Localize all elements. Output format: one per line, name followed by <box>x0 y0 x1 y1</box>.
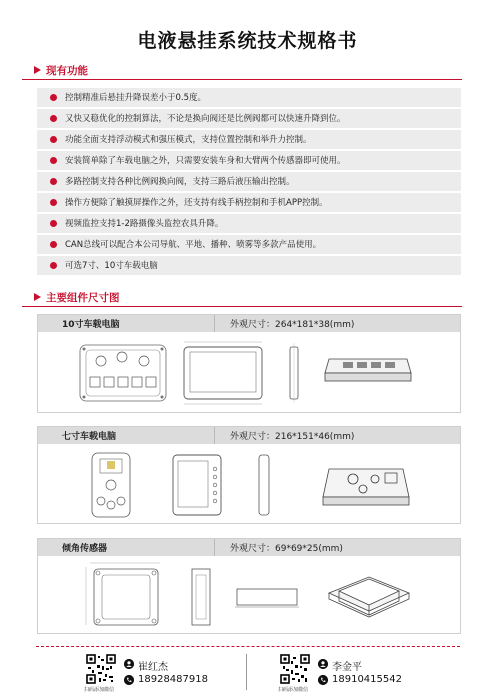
wechat-qr-code-icon <box>280 654 310 684</box>
component-card-tilt-sensor <box>37 538 461 634</box>
contact-divider <box>246 654 247 690</box>
red-dot-icon <box>50 94 57 101</box>
sensor-3d-view-drawing <box>323 563 415 631</box>
sensor-side-view-drawing <box>188 561 214 631</box>
phone-icon <box>318 675 328 685</box>
section-arrow-icon <box>34 66 41 74</box>
component-card-10inch <box>37 314 461 413</box>
component-dimension: 外观尺寸：69*69*25(mm) <box>230 544 343 554</box>
7inch-side-view-drawing <box>254 451 274 521</box>
contact-phone[interactable]: 18928487918 <box>138 674 208 685</box>
sensor-front-view-drawing <box>233 583 301 611</box>
contact-phone-row <box>318 674 478 688</box>
wechat-qr-code-icon <box>86 654 116 684</box>
red-dot-icon <box>50 262 57 269</box>
red-dot-icon <box>50 178 57 185</box>
sensor-top-view-drawing <box>84 561 166 631</box>
person-icon <box>124 659 134 669</box>
10inch-back-view-drawing <box>78 341 170 405</box>
contact-card <box>280 654 480 694</box>
contact-name-row <box>318 658 478 672</box>
person-icon <box>318 659 328 669</box>
red-dot-icon <box>50 199 57 206</box>
feature-item: 又快又稳优化的控制算法，不论是换向阀还是比例阀都可以快速升降到位。 <box>37 109 461 128</box>
component-name: 10寸车载电脑 <box>62 320 120 330</box>
feature-item: CAN总线可以配合本公司导航、平地、播种、喷雾等多款产品使用。 <box>37 235 461 254</box>
contact-phone[interactable]: 18910415542 <box>332 674 402 685</box>
feature-item: 操作方便除了触摸屏操作之外，还支持有线手柄控制和手机APP控制。 <box>37 193 461 212</box>
contact-name: 崔红杰 <box>138 662 168 673</box>
red-dot-icon <box>50 115 57 122</box>
feature-item: 控制精准后悬挂升降误差小于0.5度。 <box>37 88 461 107</box>
component-name: 倾角传感器 <box>62 544 108 554</box>
contact-phone-row <box>124 674 284 688</box>
10inch-side-view-drawing <box>284 341 304 407</box>
10inch-3d-view-drawing <box>323 349 413 389</box>
feature-item: 多路控制支持各种比例阀换向阀，支持三路后液压输出控制。 <box>37 172 461 191</box>
contact-card <box>86 654 286 694</box>
contact-name: 李金平 <box>332 662 362 673</box>
components-section-header <box>22 289 462 307</box>
feature-item: 视频监控支持1-2路摄像头监控农具升降。 <box>37 214 461 233</box>
component-dimension: 外观尺寸：264*181*38(mm) <box>230 320 355 330</box>
qr-caption: 扫码添加微信 <box>84 687 115 693</box>
qr-caption: 扫码添加微信 <box>278 687 309 693</box>
red-dot-icon <box>50 220 57 227</box>
red-dot-icon <box>50 241 57 248</box>
component-card-7inch <box>37 426 461 524</box>
contact-name-row <box>124 658 284 672</box>
features-section-title: 现有功能 <box>46 65 88 77</box>
7inch-front-view-drawing <box>170 451 226 521</box>
feature-item: 可选7寸、10寸车载电脑 <box>37 256 461 275</box>
phone-icon <box>124 675 134 685</box>
10inch-front-view-drawing <box>180 341 266 407</box>
red-dot-icon <box>50 157 57 164</box>
7inch-3d-view-drawing <box>323 457 413 513</box>
7inch-back-view-drawing <box>90 451 132 521</box>
component-dimension: 外观尺寸：216*151*46(mm) <box>230 432 355 442</box>
page-title: 电液悬挂系统技术规格书 <box>137 30 358 52</box>
footer-divider <box>36 646 460 647</box>
feature-item: 功能全面支持浮动模式和强压模式，支持位置控制和举升力控制。 <box>37 130 461 149</box>
features-section-header <box>22 62 462 80</box>
feature-item: 安装简单除了车载电脑之外，只需要安装车身和大臂两个传感器即可使用。 <box>37 151 461 170</box>
components-section-title: 主要组件尺寸图 <box>46 292 120 304</box>
component-name: 七寸车载电脑 <box>62 432 117 442</box>
section-arrow-icon <box>34 293 41 301</box>
red-dot-icon <box>50 136 57 143</box>
